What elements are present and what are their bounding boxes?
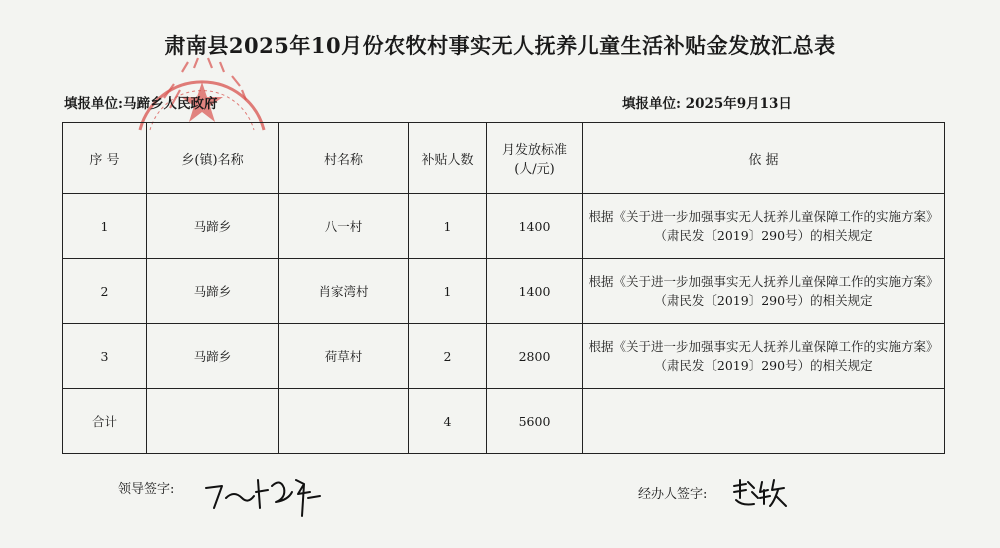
official-seal-icon [132, 42, 272, 132]
header-basis: 依 据 [583, 123, 945, 194]
total-empty-basis [583, 389, 945, 454]
total-count: 4 [409, 389, 487, 454]
header-seq: 序 号 [63, 123, 147, 194]
cell-amount: 1400 [487, 194, 583, 259]
total-label: 合计 [63, 389, 147, 454]
table-header-row [63, 123, 945, 194]
cell-village: 八一村 [279, 194, 409, 259]
handler-signature-icon [730, 476, 790, 510]
cell-township: 马蹄乡 [147, 194, 279, 259]
header-count: 补贴人数 [409, 123, 487, 194]
cell-village: 荷草村 [279, 324, 409, 389]
subsidy-summary-table [62, 122, 945, 454]
basis-line-1: 根据《关于进一步加强事实无人抚养儿童保障工作的实施方案》 [588, 274, 939, 289]
cell-amount: 2800 [487, 324, 583, 389]
table-row [63, 194, 945, 259]
basis-line-1: 根据《关于进一步加强事实无人抚养儿童保障工作的实施方案》 [588, 209, 939, 224]
cell-township: 马蹄乡 [147, 324, 279, 389]
reporting-unit: 填报单位:马蹄乡人民政府 [64, 96, 218, 112]
cell-basis [583, 324, 945, 389]
leader-signature-label: 领导签字: [118, 482, 175, 497]
cell-amount: 1400 [487, 259, 583, 324]
document-title: 肃南县2025年10月份农牧村事实无人抚养儿童生活补贴金发放汇总表 [164, 33, 836, 58]
cell-count: 1 [409, 194, 487, 259]
total-empty-township [147, 389, 279, 454]
basis-line-2: （肃民发〔2019〕290号）的相关规定 [654, 293, 873, 308]
table-row [63, 259, 945, 324]
basis-line-2: （肃民发〔2019〕290号）的相关规定 [654, 358, 873, 373]
total-empty-village [279, 389, 409, 454]
total-amount: 5600 [487, 389, 583, 454]
cell-seq: 1 [63, 194, 147, 259]
cell-seq: 3 [63, 324, 147, 389]
basis-line-1: 根据《关于进一步加强事实无人抚养儿童保障工作的实施方案》 [588, 339, 939, 354]
cell-count: 2 [409, 324, 487, 389]
table-row [63, 324, 945, 389]
cell-village: 肖家湾村 [279, 259, 409, 324]
cell-count: 1 [409, 259, 487, 324]
handler-signature-label: 经办人签字: [638, 487, 708, 502]
header-village: 村名称 [279, 123, 409, 194]
cell-seq: 2 [63, 259, 147, 324]
header-amount: 月发放标准(人/元) [487, 123, 583, 194]
basis-line-2: （肃民发〔2019〕290号）的相关规定 [654, 228, 873, 243]
total-row [63, 389, 945, 454]
cell-basis [583, 259, 945, 324]
header-township: 乡(镇)名称 [147, 123, 279, 194]
reporting-date: 填报单位: 2025年9月13日 [622, 96, 792, 112]
leader-signature-icon [200, 468, 330, 520]
cell-township: 马蹄乡 [147, 259, 279, 324]
cell-basis [583, 194, 945, 259]
